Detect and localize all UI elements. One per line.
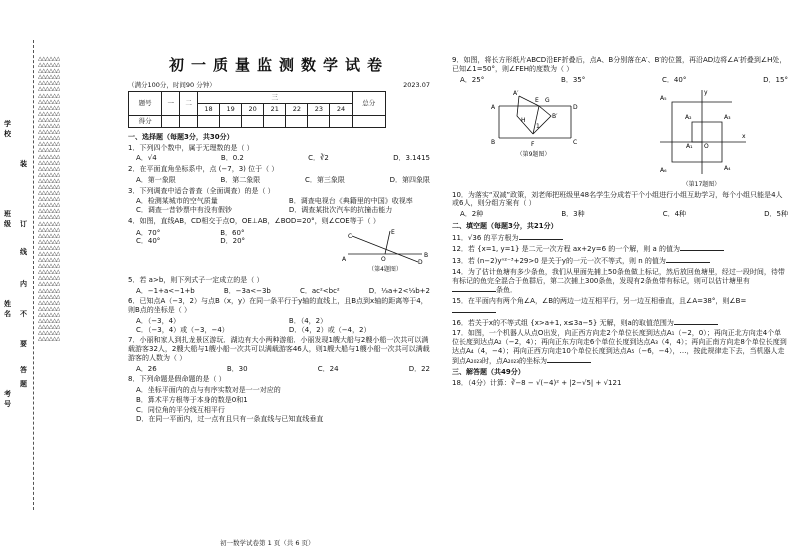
figure-q17 [652, 86, 752, 178]
fig-label: 1 [535, 123, 540, 131]
options [128, 176, 430, 185]
fig-label: E [391, 228, 395, 236]
question-text: 12．若 {x=1, y=1} 是二元一次方程 ax+2y=6 的一个解，则 a 的值为 [452, 245, 681, 254]
option[interactable]: C．40° [136, 237, 161, 246]
score-table-cell: 20 [242, 103, 264, 115]
option[interactable]: C．调查一昔钞票中有没有假钞 [136, 206, 232, 215]
question-9: 9．如图，将长方形纸片ABCD沿EF折叠后，点A、B分别落在A′、B′的位置，再沿AD边将∠A′折叠到∠H处，已知∠1=50°，则∠FEH的度数为（ ） [452, 56, 787, 73]
option[interactable]: B．算术平方根等于本身的数是0和1 [136, 395, 248, 404]
score-table-header: 三 [198, 91, 353, 103]
page-footer: 初一数学试卷第 1 页（共 6 页） [220, 539, 315, 547]
option[interactable]: A．检测某城市的空气质量 [136, 197, 218, 206]
option[interactable]: B．30 [226, 364, 248, 373]
score-table-cell: 得分 [129, 115, 162, 127]
option[interactable]: D．5种 [764, 210, 788, 218]
score-table-header: 一 [162, 91, 180, 115]
score-table [128, 91, 386, 128]
score-input[interactable] [308, 115, 330, 127]
exam-info [128, 81, 430, 89]
score-input[interactable] [242, 115, 264, 127]
options [128, 365, 430, 374]
option[interactable]: A．25° [460, 75, 485, 84]
question-text: 14．为了估计鱼塘有多少条鱼，我们从里面先捕上50条鱼做上标记，然后放回鱼塘里，经过一段时间，待带有标记的鱼完全混合于鱼群后，第二次捕上300条鱼，发现有2条鱼带有标记，则可以估计塘里有 [452, 267, 785, 285]
figure-q4 [340, 228, 430, 264]
options [452, 210, 788, 219]
fig-label: B [424, 251, 429, 259]
field-label: 名 [4, 310, 11, 318]
option[interactable]: A．2种 [460, 210, 484, 218]
seal-word: 线 [20, 248, 27, 256]
answer-blank[interactable] [666, 256, 710, 263]
seal-word: 装 [20, 160, 27, 168]
fig-label: A [490, 104, 495, 112]
seal-line [33, 40, 34, 510]
score-table-cell: 22 [286, 103, 308, 115]
field-label: 姓 [4, 300, 11, 308]
option[interactable]: C．ac²<bc² [299, 286, 340, 295]
triangle-border: △△△△△△△△△△△△△△△△△△△△△△△△△△△△△△△△△△△△△△△△△△△△△△△△△△△△△△△△△△△△△△△△△△△△△△△△△△△△△△△△△△△△△△△△△△△△△△△△△△△△△△△△△△△△△△△△△△△△△△△△△△△△△△△△△△△△△△△△△△△△△△△△△△△△△△△△△△△△△△△△△△△△△△△△△△△△△△△△△△△△△△△△△△△△△△△△△△△△△△△△△△△△△△△△△△△△△△△△△△△△△△△△△△△△△△△△△△△△△△△△△△△△△△△△△△△△△△△△△△△△△△△△△△△△△△△△△△△△△△△△△△ [38, 56, 60, 343]
score-input[interactable] [162, 115, 180, 127]
question-text: 17．如图，一个机器人从点O出发，向正西方向走2个单位长度到达点A₁（−2，0）；再向正北方向走4个单位长度到达点A₂（−2，4）；再向正东方向走6个单位长度到达点A₃（4，4）；再向正南方向走8个单位长度到达点A₄（4，−4）；再向正西方向走10个单位长度到达点A₅（−6，−4），…，按此规律走下去，当机器人走到点A₂₀₂₃时，点A₂₀₂₃的坐标为 [452, 329, 787, 365]
question-18: 18．（4分）计算：∛−8 − √(−4)² + |2−√5| + √121 [452, 379, 622, 387]
fig-label: A′ [512, 90, 518, 98]
option[interactable]: D．15° [763, 75, 788, 84]
fig-label: A₃ [723, 114, 731, 122]
option[interactable]: C．4种 [662, 210, 687, 218]
exam-date: 2023.07 [403, 80, 430, 89]
fig-label: A₄ [723, 165, 731, 173]
option[interactable]: D．（4，2）或（−4，2） [288, 325, 371, 334]
option[interactable]: C．第三象限 [305, 175, 345, 184]
question-4: 4．如图，直线AB，CD相交于点O，OE⊥AB，∠BOD=20°，则∠COE等于（ ） [128, 216, 380, 225]
options [128, 317, 430, 335]
seal-word: 内 [20, 280, 27, 288]
answer-blank[interactable] [452, 285, 496, 292]
score-input[interactable] [220, 115, 242, 127]
fig-label: A₂ [684, 114, 692, 122]
fig-label: D [418, 258, 423, 264]
field-label: 学 [4, 120, 11, 128]
option[interactable]: D．22 [408, 364, 430, 373]
section-heading: 三、解答题（共49分） [452, 368, 525, 377]
seal-word: 订 [20, 220, 27, 228]
question-2: 2．在平面直角坐标系中，点 (−7，3) 位于（ ） [128, 165, 279, 174]
fig-label: C [348, 232, 353, 240]
fig-label: B′ [551, 113, 557, 121]
option[interactable]: B．调查电视台《典籍里的中国》收视率 [288, 197, 413, 206]
field-label: 号 [4, 400, 11, 408]
option[interactable]: A．26 [136, 364, 157, 373]
option[interactable]: A．第一象限 [136, 175, 176, 184]
answer-blank[interactable] [674, 318, 718, 325]
option[interactable]: C．（−3，4）或（−3，−4） [136, 325, 229, 334]
figures-row [452, 86, 788, 188]
score-table-cell: 18 [198, 103, 220, 115]
fig-label: O [703, 143, 709, 151]
question-13 [452, 256, 788, 266]
option[interactable]: B．第二象限 [220, 175, 261, 184]
option[interactable]: C．24 [317, 364, 339, 373]
seal-word: 答 [20, 366, 27, 374]
option[interactable]: A．70° [136, 228, 161, 237]
question-text: 13．若 (n−2)yⁿ²⁻³+29>0 是关于y的一元一次不等式，则 n 的值为 [452, 257, 666, 265]
option[interactable]: D．调查某批次汽车的抗撞击能力 [288, 206, 393, 215]
fig-label: A₅ [659, 95, 667, 103]
options [128, 287, 430, 296]
fig-label: A [342, 255, 347, 263]
score-input[interactable] [330, 115, 352, 127]
score-time: （满分100分，时间90 分钟） [128, 80, 216, 89]
fig-label: B [490, 139, 495, 147]
field-label: 级 [4, 220, 11, 228]
question-text: 15．在平面内有两个角∠A，∠B的两边一边互相平行，另一边互相垂直，且∠A=38°，则∠B= [452, 297, 747, 305]
option[interactable]: C．40° [662, 75, 687, 84]
fig-label: C [572, 139, 577, 147]
question-1: 1．下列四个数中，属于无理数的是（ ） [128, 143, 254, 152]
figure-q9 [489, 86, 579, 148]
question-8: 8．下列命题是假命题的是（ ） [128, 375, 226, 384]
score-table-header: 二 [180, 91, 198, 115]
question-3: 3．下列调查中适合普查（全面调查）的是（ ） [128, 186, 275, 195]
option[interactable]: B．0.2 [220, 154, 244, 163]
question-16 [452, 318, 788, 328]
option[interactable]: B．35° [561, 75, 586, 84]
fig-label: D [572, 104, 578, 112]
option[interactable]: A．坐标平面内的点与有序实数对是一一对应的 [136, 386, 281, 395]
question-5: 5．若 a>b，则下列式子一定成立的是（ ） [128, 275, 264, 284]
right-column [452, 54, 788, 390]
fig-label: x [741, 133, 746, 141]
section-heading: 二、填空题（每题3分，共21分） [452, 221, 558, 230]
seal-word: 要 [20, 340, 27, 348]
question-17 [452, 329, 788, 365]
fig-label: E [534, 97, 539, 105]
option[interactable]: A．√4 [136, 154, 157, 163]
figure-caption: （第17题图） [682, 181, 721, 188]
option[interactable]: D．在同一平面内，过一点有且只有一条直线与已知直线垂直 [136, 415, 324, 424]
question-10: 10．为落实“双减”政策，刘老师把班级里48名学生分成若干个小组进行小组互助学习，每个小组只能是4人或6人，则分组方案有（ ） [452, 190, 783, 208]
figure-caption: （第9题图） [516, 151, 551, 158]
left-column [128, 52, 430, 425]
score-input[interactable] [198, 115, 220, 127]
option[interactable]: B．（4，2） [288, 316, 328, 325]
option[interactable]: B．−3a<−3b [223, 286, 271, 295]
option[interactable]: B．3种 [561, 210, 585, 218]
page-title: 初一质量监测数学试卷 [168, 56, 389, 74]
option[interactable]: C．同位角的平分线互相平行 [136, 405, 225, 414]
score-input[interactable] [352, 115, 385, 127]
answer-blank[interactable] [680, 244, 724, 251]
question-12 [452, 244, 788, 254]
question-11 [452, 233, 788, 243]
options [128, 154, 430, 163]
fig-label: G [544, 97, 550, 105]
fig-label: A₆ [659, 167, 667, 175]
question-6: 6．已知点A（−3，2）与点B（x，y）在同一条平行于y轴的直线上，且B点到x轴的距离等于4，则B点的坐标是（ ） [128, 297, 428, 315]
score-table-cell: 21 [264, 103, 286, 115]
fig-label: O [381, 255, 386, 263]
score-table-header: 题号 [129, 91, 162, 115]
figure-caption: （第4题图） [368, 266, 402, 274]
fig-label: y [703, 89, 708, 97]
option[interactable]: D．3.1415 [393, 154, 430, 163]
option[interactable]: B．60° [220, 228, 245, 237]
question-text: 16．若关于x的不等式组 {x>a+1, x≤3a−5} 无解，则a的取值范围为 [452, 318, 674, 327]
question-text: 11．√36 的平方根为 [452, 233, 519, 242]
fig-label: F [530, 141, 534, 149]
score-input[interactable] [180, 115, 198, 127]
options [128, 197, 430, 215]
binding-margin [0, 0, 70, 558]
option[interactable]: D．第四象限 [389, 175, 430, 184]
score-table-header: 总分 [352, 91, 385, 115]
question-15 [452, 297, 788, 316]
options [128, 229, 298, 247]
score-table-cell: 24 [330, 103, 352, 115]
answer-blank[interactable] [547, 356, 591, 363]
question-text: 条鱼． [496, 286, 517, 295]
option[interactable]: C．∛2 [308, 154, 329, 163]
score-table-cell: 23 [308, 103, 330, 115]
option[interactable]: D．⅓a+2<⅓b+2 [368, 286, 430, 295]
option[interactable]: A．（−3，4） [136, 316, 181, 325]
option[interactable]: A．−1+a<−1+b [136, 286, 195, 295]
q4-body [128, 228, 430, 274]
seal-word: 题 [20, 380, 27, 388]
field-label: 考 [4, 390, 11, 398]
score-input[interactable] [286, 115, 308, 127]
seal-word: 不 [20, 310, 27, 318]
field-label: 校 [4, 130, 11, 138]
answer-blank[interactable] [452, 306, 496, 313]
options [452, 76, 788, 85]
fig-label: A₁ [685, 143, 693, 151]
score-table-cell: 19 [220, 103, 242, 115]
answer-blank[interactable] [519, 233, 563, 240]
field-label: 班 [4, 210, 11, 218]
score-input[interactable] [264, 115, 286, 127]
option[interactable]: D．20° [220, 237, 246, 246]
fig-label: H [520, 117, 526, 125]
question-14 [452, 268, 788, 295]
question-7: 7．小丽和家人到扎龙景区游玩．湖边有大小两种游船．小丽发现1艘大船与2艘小船一次共可以满载游客32人，2艘大船与1艘小船一次共可以满载游客46人，则1艘大船与1艘小船一次共可以满载游客的人数为（ ） [128, 336, 430, 362]
section-heading: 一、选择题（每题3分，共30分） [128, 132, 234, 141]
